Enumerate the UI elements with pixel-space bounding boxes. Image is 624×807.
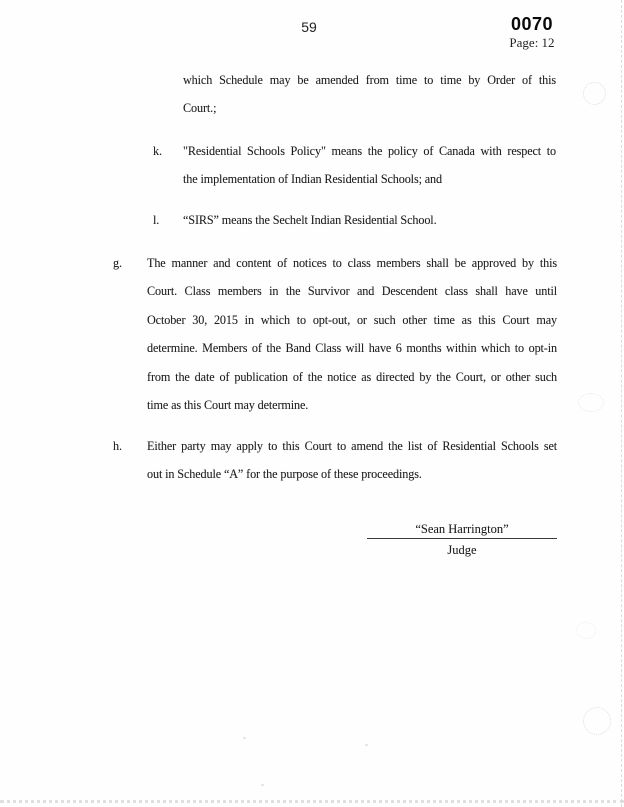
paragraph-line: “SIRS” means the Sechelt Indian Residential School. — [183, 213, 437, 227]
page-number: 59 — [301, 19, 317, 35]
paragraph-line: time as this Court may determine. — [147, 398, 309, 413]
clause-item-h — [113, 432, 557, 489]
paragraph-line: "Residential Schools Policy" means the policy of Canada with respect to — [183, 144, 556, 158]
paragraph-line: determine. Members of the Band Class will have 6 months within which to opt-in — [147, 341, 557, 356]
paragraph-line: The manner and content of notices to class members shall be approved by this — [147, 256, 557, 270]
scan-smudge-artifact — [583, 82, 606, 105]
clause-item-g — [113, 249, 557, 419]
definition-item-k — [153, 137, 556, 194]
dust-speck — [261, 784, 264, 786]
paragraph-line: from the date of publication of the notice as directed by the Court, or other such — [147, 369, 557, 384]
dust-speck — [243, 737, 246, 739]
dust-speck — [365, 744, 368, 746]
definition-item-l — [153, 206, 556, 234]
signature-title: Judge — [447, 543, 477, 557]
signature-name-on-line: “Sean Harrington” — [367, 521, 557, 539]
paragraph-line: out in Schedule “A” for the purpose of these proceedings. — [147, 467, 422, 482]
bates-page-label: Page: 12 — [509, 35, 555, 50]
paragraph-line: Either party may apply to this Court to amend the list of Residential Schools set — [147, 439, 557, 453]
list-marker-h: h. — [113, 439, 122, 453]
scan-edge-right-dotted-line — [621, 0, 622, 807]
scan-smudge-artifact — [578, 393, 604, 412]
list-marker-k: k. — [153, 144, 162, 158]
list-marker-g: g. — [113, 256, 122, 270]
continuation-paragraph — [183, 66, 556, 123]
paragraph-line: Court.; — [183, 101, 217, 116]
list-marker-l: l. — [153, 213, 160, 227]
bates-stamp — [494, 15, 570, 51]
paragraph-line: October 30, 2015 in which to opt-out, or such other time as this Court may — [147, 312, 557, 327]
paragraph-line: the implementation of Indian Residential Schools; and — [183, 172, 443, 187]
scan-edge-bottom-dotted-line — [0, 800, 624, 803]
paragraph-line: which Schedule may be amended from time to time by Order of this — [183, 73, 556, 87]
scan-smudge-artifact — [576, 622, 596, 639]
signature-block — [367, 521, 557, 558]
bates-stamp-number: 0070 — [510, 14, 554, 34]
scan-smudge-artifact — [583, 707, 611, 735]
paragraph-line: Court. Class members in the Survivor and Descendent class shall have until — [147, 284, 557, 299]
